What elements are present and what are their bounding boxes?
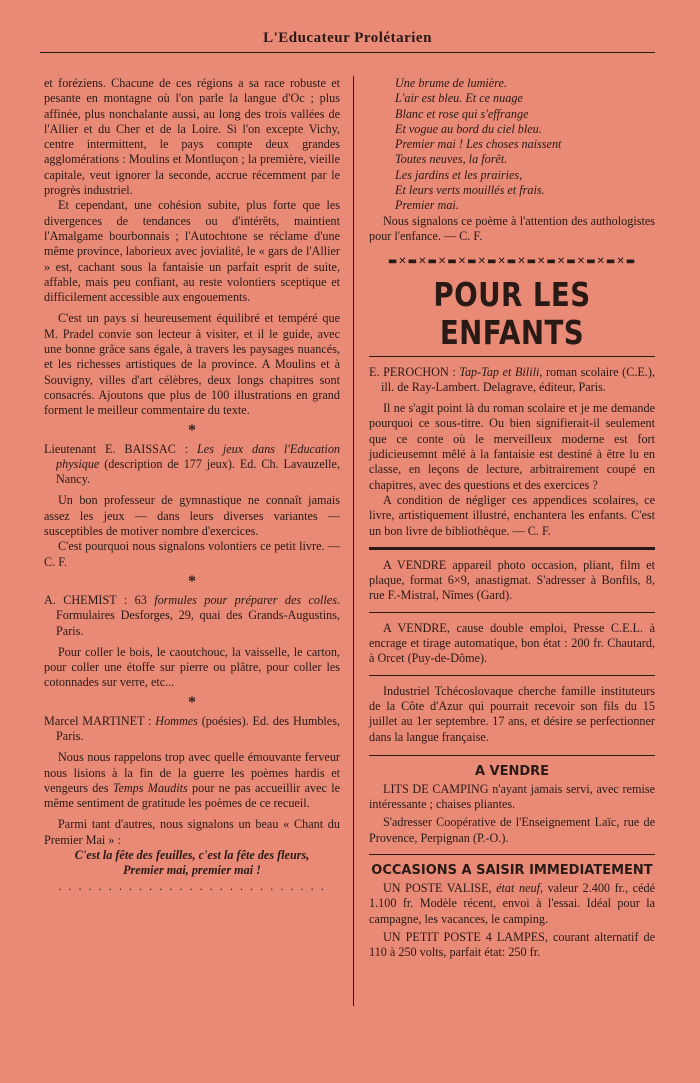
page-header — [40, 30, 655, 53]
verse-line: C'est la fête des feuilles, c'est la fête des fleurs, — [74, 848, 310, 863]
poem-line: Toutes neuves, la forêt. — [395, 152, 508, 167]
separator-star: * — [188, 572, 196, 590]
book-reference: A. CHEMIST : 63 formules pour préparer des colles. Formulaires Desforges, 29, quai des Grands-Augustins, Paris. — [44, 592, 340, 638]
paragraph: Nous nous rappelons trop avec quelle émouvante ferveur nous lisions à la fin de la guerre les poèmes hardis et vengeurs des Temps Maudits pour ne pas accueillir avec le même sentiment de gratitude les poèmes de ce recueil. — [44, 750, 340, 811]
classified-ad: Industriel Tchécoslovaque cherche famille instituteurs de la Côte d'Azur qui pourrait recevoir son fils du 15 juillet au 1er septembre. 17 ans, et désire se perfectionner dans la langue française. — [369, 683, 655, 744]
book-reference: Marcel MARTINET : Hommes (poésies). Ed. des Humbles, Paris. — [44, 713, 340, 743]
classified-ad: UN PETIT POSTE 4 LAMPES, courant alternatif de 110 à 250 volts, parfait état: 250 fr. — [369, 929, 655, 960]
ad-heading: OCCASIONS A SAISIR IMMEDIATEMENT — [371, 862, 653, 878]
paragraph: Il ne s'agit point là du roman scolaire et je me demande pourquoi ce sous-titre. Ou bien signifierait-il seulement que ce conte où le merveilleux moderne est fort judicieusemnt mêlé à la fantaisie est destiné à être lu en classe, en leçons de lecture, arbitrairement coupé en chapitres, avec des questions et des exercices ? — [369, 401, 655, 492]
poem-line: Premier mai ! Les choses naissent — [395, 137, 562, 152]
poem — [369, 76, 655, 214]
poem-line: Une brume de lumière. — [395, 76, 507, 90]
paragraph: Et cependant, une cohésion subite, plus forte que les divergences de tendances ou d'intérêts, maintient l'Amalgame bourbonnais ; l'Autochtone se réclame d'une même province, laborieux avec jovialité, le « gars de l'Allier » est, cachant sous la fantaisie un parfait esprit de suite, affable, mais peu confiant, au reste volontiers sceptique et difficilement accessible aux engouements. — [44, 198, 340, 305]
separator-star: * — [188, 693, 196, 711]
classified-ad: LITS DE CAMPING n'ayant jamais servi, avec remise intéressante ; chaises pliantes. — [369, 781, 655, 812]
paragraph: Nous signalons ce poème à l'attention des authologistes pour l'enfance. — C. F. — [369, 213, 655, 243]
paragraph: et foréziens. Chacune de ces régions a sa race robuste et pesante en montagne où l'on parle la langue d'Oc ; plus affinée, plus nonchalante aussi, au long des trois vallées de l'Allier et du Cher et de la Loire. Si l'on excepte Vichy, centre intermittent, le pays compte deux grandes agglomérations : Moulins et Montluçon ; la première, vieille capitale, veut ignorer la seconde, accrue récemment par le progrès industriel. — [44, 76, 340, 198]
divider — [369, 675, 655, 676]
classified-ad: UN POSTE VALISE, état neuf, valeur 2.400 fr., cédé 1.100 fr. Modèle récent, envoi à l'essai. Idéal pour la campagne, les vacances, le camping. — [369, 880, 656, 926]
ornament-divider: ▬✕▬✕▬✕▬✕▬✕▬✕▬✕▬✕▬✕▬✕▬✕▬✕▬ — [387, 256, 637, 268]
poem-line: Premier mai. — [395, 198, 459, 213]
right-column — [369, 76, 655, 960]
paragraph: Parmi tant d'autres, nous signalons un beau « Chant du Premier Mai » : — [44, 817, 340, 847]
classified-ad: A VENDRE, cause double emploi, Presse C.E.L. à encrage et tirage automatique, bon état : 200 fr. Chautard, à Orcet (Puy-de-Dôme). — [369, 620, 655, 666]
left-column — [44, 76, 340, 894]
book-reference: E. PEROCHON : Tap-Tap et Bilili, roman scolaire (C.E.), ill. de Ray-Lambert. Delagrave, éditeur, Paris. — [369, 364, 655, 394]
column-divider — [353, 76, 354, 1006]
paragraph: A condition de négliger ces appendices scolaires, ce livre, artistiquement illustré, enchantera les enfants. C'est un bon livre de bibliothèque. — C. F. — [369, 492, 655, 538]
verse-line: Premier mai, premier mai ! — [123, 863, 261, 878]
separator-star: * — [188, 421, 196, 439]
classified-ad: A VENDRE appareil photo occasion, pliant, film et plaque, format 6×9, anastigmat. S'adresser à Bonfils, 8, rue F.-Mistral, Nîmes (Gard). — [369, 557, 655, 603]
paragraph: C'est un pays si heureusement équilibré et tempéré que M. Pradel convie son lecteur à visiter, et il le guide, avec une bonne grâce sans égale, à travers les paysages nuancés, et les richesses artistiques de la province. A Moulins et à Souvigny, villes d'art célèbres, deux longs chapitres sont consacrés. Ajoutons que plus de 100 illustrations en grand forment le meilleur commentaire du texte. — [44, 311, 340, 418]
paragraph: Pour coller le bois, le caoutchouc, la vaisselle, le carton, pour coller une étoffe sur pierre ou plâtre, pour coller les cotonnades sur verre, etc... — [44, 644, 340, 690]
section-title: POUR LES ENFANTS — [433, 274, 591, 352]
poem-line: Et vogue au bord du ciel bleu. — [395, 121, 542, 136]
divider — [369, 612, 655, 613]
divider — [369, 547, 655, 550]
poem-line: L'air est bleu. Et ce nuage — [395, 91, 523, 106]
divider — [369, 356, 655, 357]
journal-title: L'Educateur Prolétarien — [263, 30, 432, 46]
poem-line: Les jardins et les prairies, — [395, 167, 523, 182]
divider — [369, 755, 655, 756]
divider — [369, 854, 655, 855]
poem-line: Blanc et rose qui s'effrange — [395, 106, 529, 121]
paragraph: C'est pourquoi nous signalons volontiers ce petit livre. — C. F. — [44, 539, 340, 569]
poem-line: Et leurs verts mouillés et frais. — [395, 183, 545, 198]
paragraph: Un bon professeur de gymnastique ne connaît jamais assez les jeux — dans leurs diverses variantes — susceptibles de motiver nombre d'exercices. — [44, 493, 340, 539]
ad-heading: A VENDRE — [474, 763, 550, 779]
book-reference: Lieutenant E. BAISSAC : Les jeux dans l'Education physique (description de 177 jeux). Ed. Ch. Lavauzelle, Nancy. — [44, 441, 341, 487]
classified-ad: S'adresser Coopérative de l'Enseignement Laïc, rue de Provence, Perpignan (P.-O.). — [369, 815, 655, 845]
ellipsis-line: . . . . . . . . . . . . . . . . . . . . . . . . . . . — [58, 878, 326, 893]
